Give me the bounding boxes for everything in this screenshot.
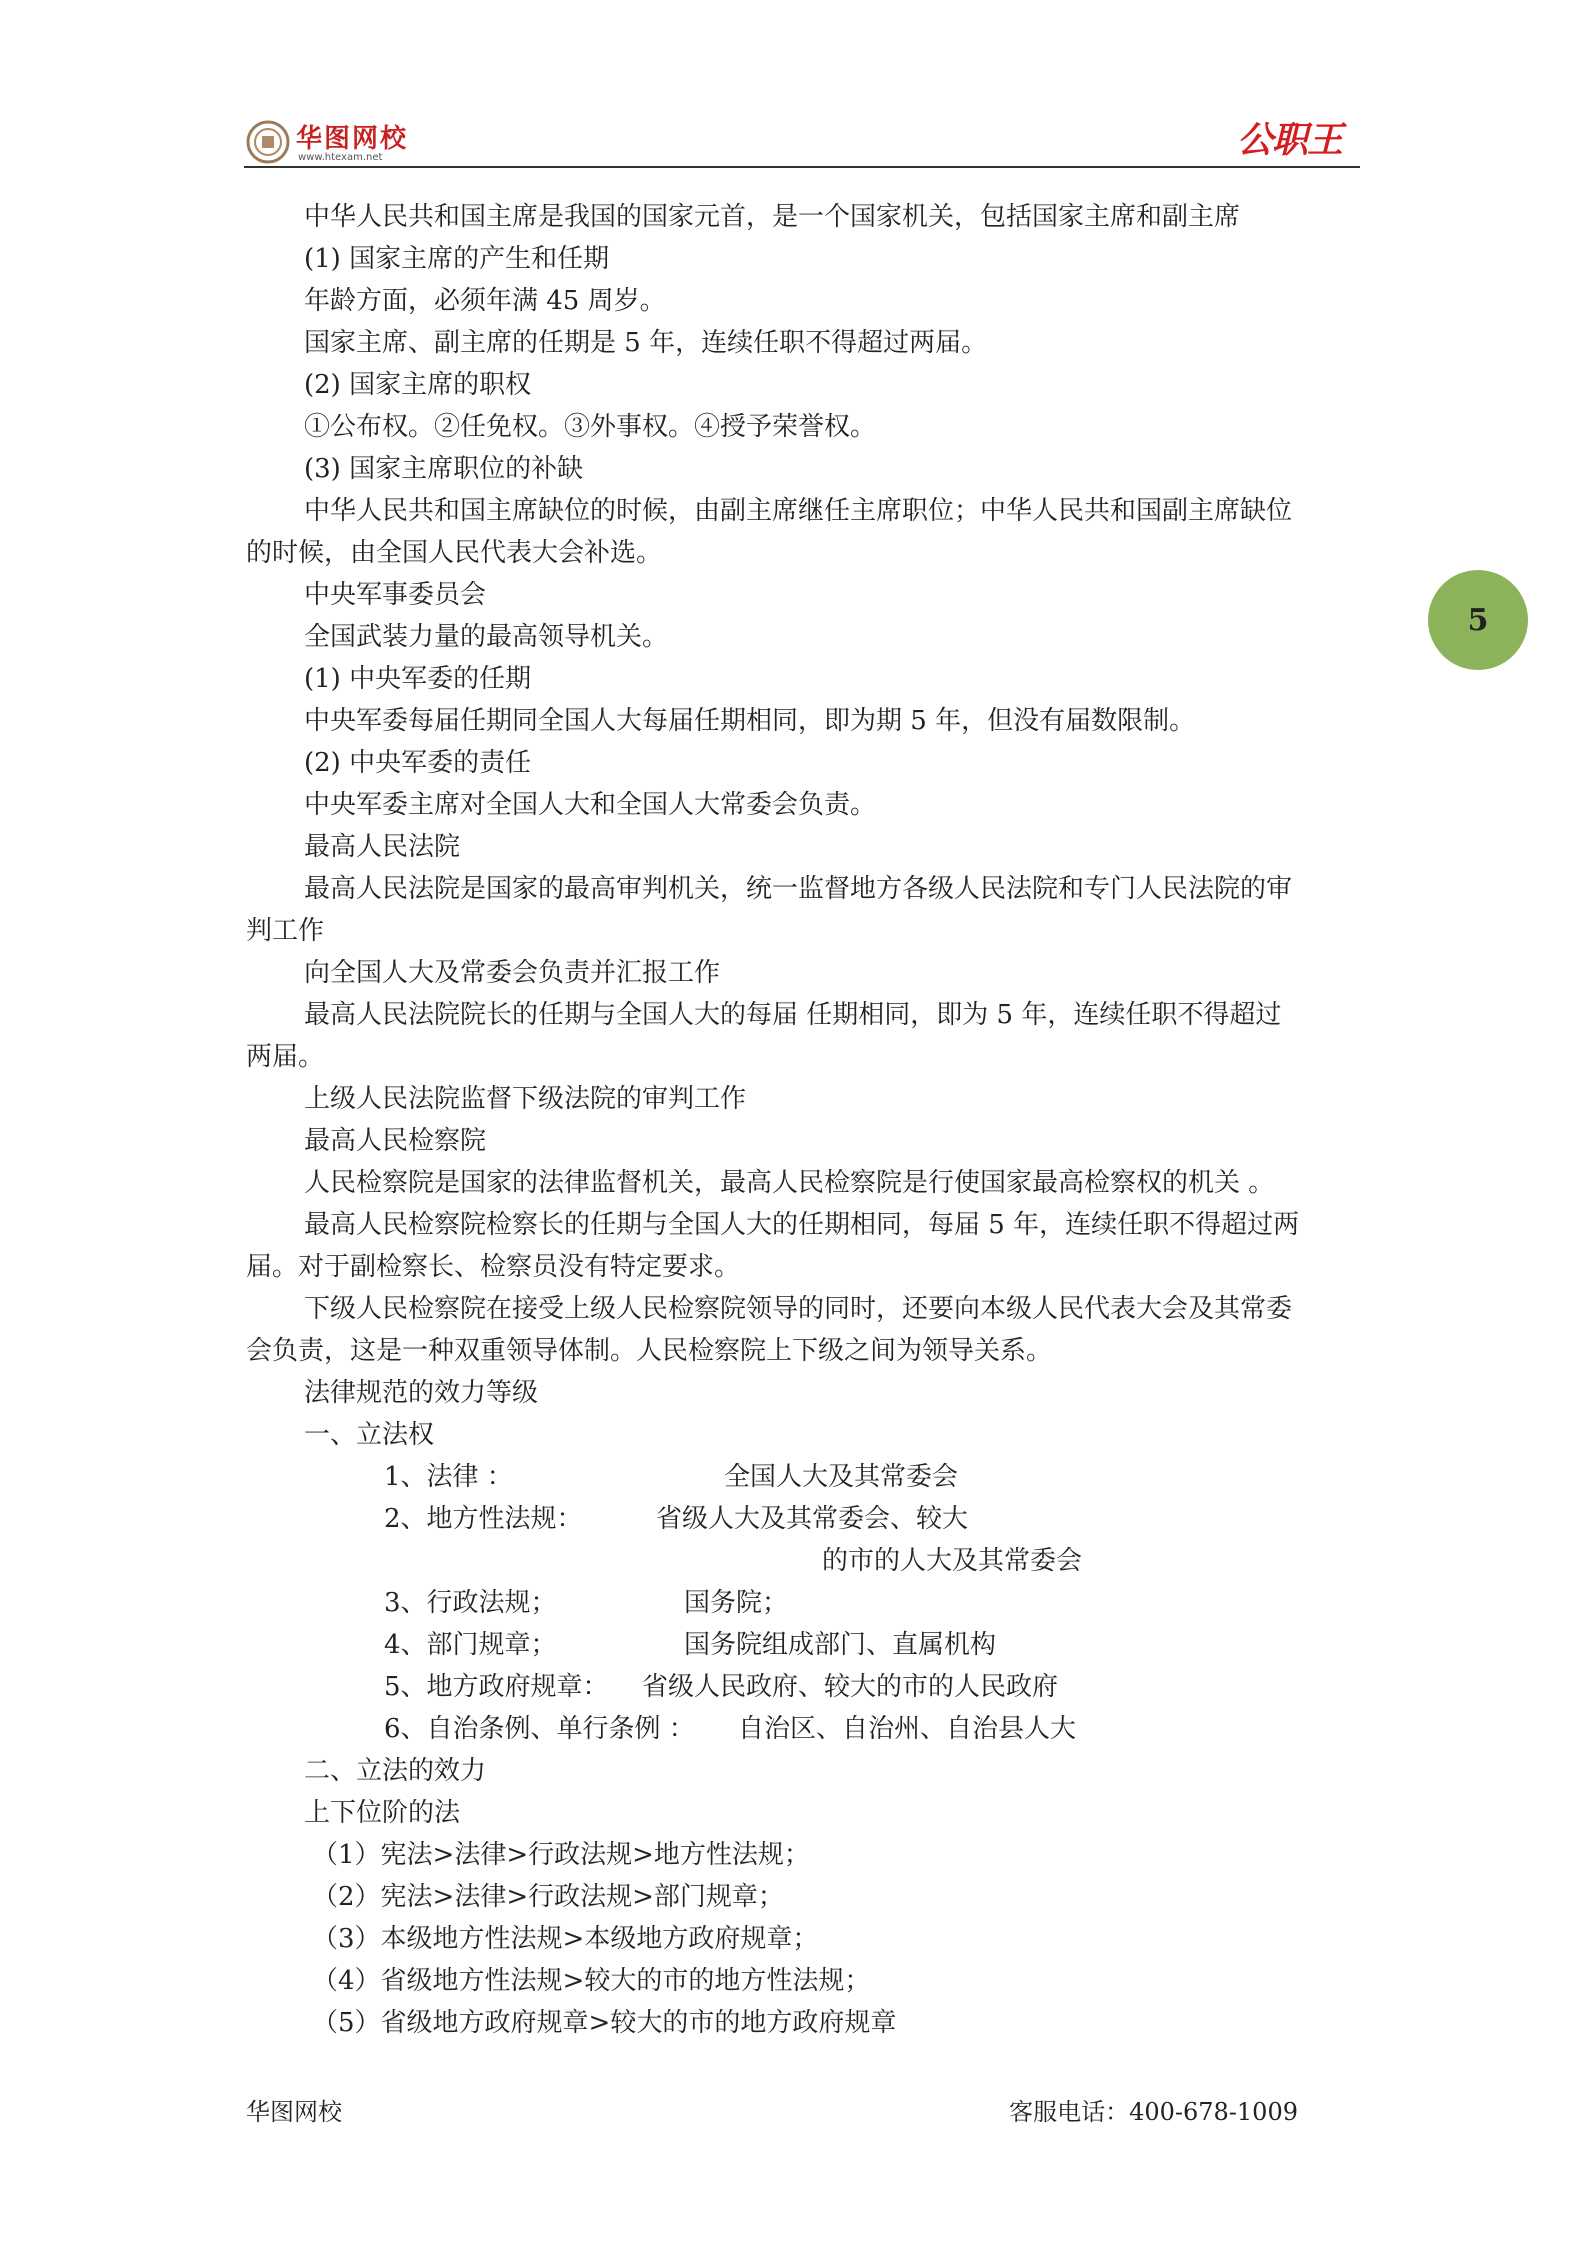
hierarchy-item: （4）省级地方性法规>较大的市的地方性法规； [312, 1966, 871, 1996]
text-line: 两届。 [246, 1042, 325, 1072]
legislation-body: 的市的人大及其常委会 [822, 1546, 1083, 1576]
text-line: 年龄方面，必须年满 45 周岁。 [304, 286, 666, 316]
text-line: ①公布权。②任免权。③外事权。④授予荣誉权。 [304, 412, 877, 442]
legislation-row [246, 1540, 1362, 1582]
gongzhiwang-logo: 公职王 [1236, 120, 1342, 161]
legislation-body: 全国人大及其常委会 [724, 1462, 959, 1492]
legislation-row [246, 1624, 1362, 1666]
legislation-body: 省级人民政府、较大的市的人民政府 [642, 1672, 1059, 1702]
text-line: (1) 国家主席的产生和任期 [304, 244, 610, 274]
huatu-logo [244, 116, 424, 166]
text-line: 下级人民检察院在接受上级人民检察院领导的同时，还要向本级人民代表大会及其常委 [304, 1294, 1293, 1324]
text-line: 法律规范的效力等级 [304, 1378, 539, 1408]
text-line: (1) 中央军委的任期 [304, 664, 532, 694]
hierarchy-item: （5）省级地方政府规章>较大的市的地方政府规章 [312, 2008, 897, 2038]
legislation-type: 2、地方性法规： [384, 1504, 583, 1534]
legislation-type: 5、地方政府规章： [384, 1672, 609, 1702]
legislation-body: 省级人大及其常委会、较大 [656, 1504, 969, 1534]
legislation-type: 6、自治条例、单行条例 ： [384, 1714, 695, 1744]
hierarchy-item: （3）本级地方性法规>本级地方政府规章； [312, 1924, 819, 1954]
text-line: 的时候，由全国人民代表大会补选。 [246, 538, 663, 568]
legislation-row [246, 1582, 1362, 1624]
text-line: 全国武装力量的最高领导机关。 [304, 622, 669, 652]
legislation-type: 1、法律 ： [384, 1462, 513, 1492]
text-line: 最高人民法院 [304, 832, 461, 862]
legislation-row [246, 1456, 1362, 1498]
legislation-type: 4、部门规章； [384, 1630, 557, 1660]
text-line: 二、立法的效力 [304, 1756, 487, 1786]
seal-icon [246, 120, 290, 164]
text-line: 中华人民共和国主席缺位的时候，由副主席继任主席职位；中华人民共和国副主席缺位 [304, 496, 1293, 526]
text-line: 最高人民法院院长的任期与全国人大的每届 任期相同，即为 5 年，连续任职不得超过 [304, 1000, 1282, 1030]
footer-brand: 华图网校 [246, 2098, 342, 2126]
text-line: 届。对于副检察长、检察员没有特定要求。 [246, 1252, 741, 1282]
text-line: 向全国人大及常委会负责并汇报工作 [304, 958, 721, 988]
hierarchy-item: （2）宪法>法律>行政法规>部门规章； [312, 1882, 784, 1912]
document-body [246, 196, 1362, 2044]
footer-phone: 客服电话：400-678-1009 [1009, 2098, 1298, 2126]
logo-url: www.htexam.net [298, 152, 383, 163]
text-line: 上级人民法院监督下级法院的审判工作 [304, 1084, 747, 1114]
text-line: (2) 国家主席的职权 [304, 370, 532, 400]
text-line: 中央军事委员会 [304, 580, 487, 610]
text-line: 中央军委主席对全国人大和全国人大常委会负责。 [304, 790, 877, 820]
text-line: 国家主席、副主席的任期是 5 年，连续任职不得超过两届。 [304, 328, 988, 358]
text-line: 最高人民检察院 [304, 1126, 487, 1156]
text-line: 会负责，这是一种双重领导体制。人民检察院上下级之间为领导关系。 [246, 1336, 1053, 1366]
legislation-body: 国务院组成部门、直属机构 [684, 1630, 997, 1660]
text-line: 上下位阶的法 [304, 1798, 461, 1828]
legislation-row [246, 1666, 1362, 1708]
text-line: 最高人民法院是国家的最高审判机关，统一监督地方各级人民法院和专门人民法院的审 [304, 874, 1293, 904]
header-divider [244, 166, 1360, 168]
text-line: 人民检察院是国家的法律监督机关，最高人民检察院是行使国家最高检察权的机关 。 [304, 1168, 1275, 1198]
text-line: (2) 中央军委的责任 [304, 748, 532, 778]
logo-text: 华图网校 [296, 124, 409, 154]
text-line: 中央军委每届任期同全国人大每届任期相同，即为期 5 年，但没有届数限制。 [304, 706, 1196, 736]
text-line: 最高人民检察院检察长的任期与全国人大的任期相同，每届 5 年，连续任职不得超过两 [304, 1210, 1300, 1240]
hierarchy-item: （1）宪法>法律>行政法规>地方性法规； [312, 1840, 810, 1870]
page-header [244, 112, 1360, 168]
legislation-type: 3、行政法规； [384, 1588, 557, 1618]
legislation-row [246, 1708, 1362, 1750]
text-line: 一、立法权 [304, 1420, 435, 1450]
legislation-body: 自治区、自治州、自治县人大 [738, 1714, 1077, 1744]
legislation-row [246, 1498, 1362, 1540]
text-line: (3) 国家主席职位的补缺 [304, 454, 584, 484]
page-number-badge: 5 [1428, 570, 1528, 670]
legislation-body: 国务院； [684, 1588, 789, 1618]
text-line: 中华人民共和国主席是我国的国家元首，是一个国家机关，包括国家主席和副主席 [304, 202, 1241, 232]
text-line: 判工作 [246, 916, 325, 946]
